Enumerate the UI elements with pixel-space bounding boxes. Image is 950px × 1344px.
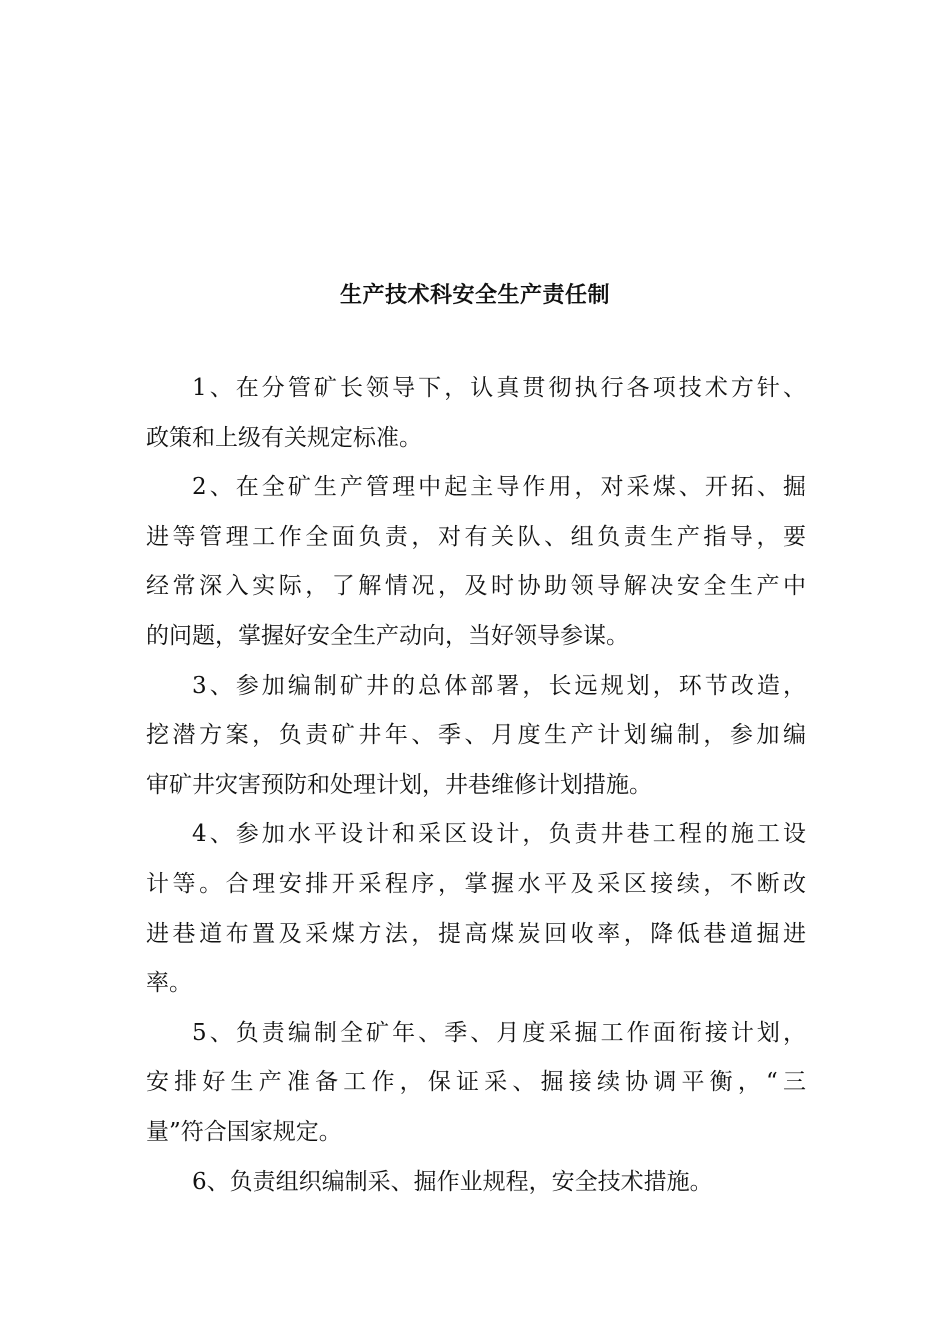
body-line: 挖潜方案，负责矿井年、季、月度生产计划编制，参加编 xyxy=(146,722,806,749)
body-line: 进等管理工作全面负责，对有关队、组负责生产指导，要 xyxy=(146,523,806,550)
body-line: 的问题，掌握好安全生产动向，当好领导参谋。 xyxy=(146,622,629,649)
body-line: 1、在分管矿长领导下，认真贯彻执行各项技术方针、 xyxy=(192,375,806,401)
body-line: 5、负责编制全矿年、季、月度采掘工作面衔接计划， xyxy=(192,1019,806,1046)
body-line: 计等。合理安排开采程序，掌握水平及采区接续，不断改 xyxy=(146,870,806,897)
body-line: 4、参加水平设计和采区设计，负责井巷工程的施工设 xyxy=(192,821,806,848)
body-line: 进巷道布置及采煤方法，提高煤炭回收率，降低巷道掘进 xyxy=(146,920,806,947)
document-body xyxy=(146,364,806,1207)
body-line: 6、负责组织编制采、掘作业规程，安全技术措施。 xyxy=(192,1168,713,1195)
body-line: 审矿井灾害预防和处理计划，井巷维修计划措施。 xyxy=(146,771,652,798)
body-line: 2、在全矿生产管理中起主导作用，对采煤、开拓、掘 xyxy=(192,474,806,501)
body-line: 经常深入实际，了解情况，及时协助领导解决安全生产中 xyxy=(146,573,806,600)
body-line: 量”符合国家规定。 xyxy=(146,1118,342,1145)
body-line: 率。 xyxy=(146,970,192,997)
document-title: 生产技术科安全生产责任制 xyxy=(339,283,610,308)
body-line: 政策和上级有关规定标准。 xyxy=(146,424,422,451)
body-line: 3、参加编制矿井的总体部署，长远规划，环节改造， xyxy=(192,672,806,699)
body-line: 安排好生产准备工作，保证采、掘接续协调平衡，“三 xyxy=(146,1069,806,1096)
